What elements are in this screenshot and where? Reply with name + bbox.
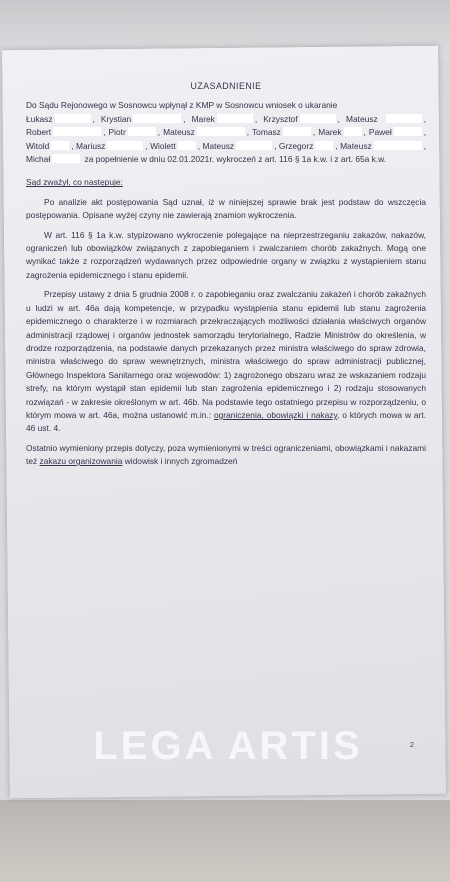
name: Krystian [100,113,132,124]
intro-text-2: popełnienie w dniu 02.01.2021r. wykroczeń z art. 116 § 1a k.w. i z art. 65a k.w. [95,154,387,165]
page-number: 2 [410,742,414,749]
redaction [300,114,336,123]
redaction [53,127,101,136]
paragraph-1: Po analizie akt postępowania Sąd uznał, iż w niniejszej sprawie brak jest podstaw do wszczęcia postępowania. Opisane wyżej czyny nie zawierają znamion wykroczenia. [26,196,426,221]
watermark-logo: LEGA ARTIS [93,724,363,768]
redaction [236,141,272,150]
paragraph-3-tail: , o których mowa w art. 46 ust. 4. [26,409,426,434]
redaction [315,141,333,150]
name: Mateusz [340,140,372,151]
name: Robert [26,127,52,138]
redaction [107,141,143,150]
paragraph-4-text: Ostatnio wymieniony przepis dotyczy, poza wymienionymi w treści ograniczeniami, obowiązkami i nakazami też [26,442,426,467]
name: Marek [318,127,342,138]
name: Mateusz [202,140,235,151]
name: Piotr [108,127,126,138]
underlined-phrase: zakazu organizowania [39,456,123,467]
redaction [51,141,69,150]
name: Grzegorz [278,140,314,151]
name: Krzysztof [263,113,298,124]
paragraph-3 [26,288,426,435]
underlined-phrase: ograniczenia, obowiązki i nakazy [213,409,338,420]
redaction [52,154,80,163]
redaction [55,114,91,123]
background-floor [0,800,450,882]
name: Tomasz [252,127,281,138]
redaction [344,127,362,136]
name: Michał [26,154,51,165]
name: Witold [26,140,50,151]
redaction [386,114,422,123]
name: Mateusz [346,113,378,124]
name: Mateusz [163,127,195,138]
redaction [217,114,253,123]
name: Mariusz [76,140,106,151]
name-list-end: za [84,154,94,165]
section-heading: Sąd zważył, co następuje: [26,177,123,188]
paragraph-2: W art. 116 § 1a k.w. stypizowano wykroczenie polegające na nieprzestrzeganiu zakazów, nakazów, ograniczeń lub obowiązków związanych z zapobieganiem i zwalczaniem chorób zakaźnych. Mogą one wynikać także z rozporządzeń wydawanych przez odpowiednie organy w związku z wystąpieniem stanu zagrożenia epidemicznego i stanu epidemii. [26,229,426,280]
name: Paweł [368,127,392,138]
redaction [133,114,181,123]
redaction [197,127,245,136]
document-text [26,80,426,475]
redaction [394,127,422,136]
redaction [128,127,156,136]
redaction [178,141,196,150]
paragraph-4-end: widowisk i innych zgromadzeń [124,456,238,467]
name: Wiolett [150,140,176,151]
intro-text-1: Do Sądu Rejonowego w Sosnowcu wpłynął z KMP w Sosnowcu wniosek o ukaranie [26,100,338,111]
redaction [374,141,422,150]
name: Marek [191,113,215,124]
redaction [283,127,311,136]
intro-paragraph: Do Sądu Rejonowego w Sosnowcu wpłynął z KMP w Sosnowcu wniosek o ukaranie Łukasz , Krystian , Marek , Krzysztof , Mateusz , Robert , Piotr , Mateusz , Tomasz , Marek , Paweł , Witold , Mariusz , Wiolett , Mateusz , Grzegorz , Mateusz , Michał za popełnienie w dniu 02.01.2021r. wykroczeń z art. 116 § 1a k.w. i z art. 65a k.w. [26,100,427,165]
paragraph-4 [26,442,426,469]
document-title: UZASADNIENIE [190,81,262,91]
paragraph-3-text: Przepisy ustawy z dnia 5 grudnia 2008 r. o zapobieganiu oraz zwalczaniu zakażeń i chorób zakaźnych u ludzi w art. 46a dają kompetencje, w przypadku wystąpienia stanu epidemii lub stanu zagrożenia epidemicznego o charakterze i w rozmiarach przekraczających możliwości działania właściwych organów administracji rządowej i organów jednostek samorządu terytorialnego, Radzie Ministrów do określenia, w drodze rozporządzenia, na podstawie danych przekazanych przez ministra właściwego do spraw zdrowia, ministra właściwego do spraw wewnętrznych, ministra właściwego do spraw administracji publicznej, Głównego Inspektora Sanitarnego oraz wojewodów: 1) zagrożonego obszaru wraz ze wskazaniem rodzaju strefy, na którym wystąpił stan epidemii lub stan zagrożenia epidemicznego i 2) rodzaju stosowanych rozwiązań - w zakresie określonym w art. 46b. Na podstawie tego ostatniego przepisu w rozporządzeniu, o którym mowa w art. 46a, można ustanowić m.in.: [26,289,426,420]
name: Łukasz [26,113,53,124]
